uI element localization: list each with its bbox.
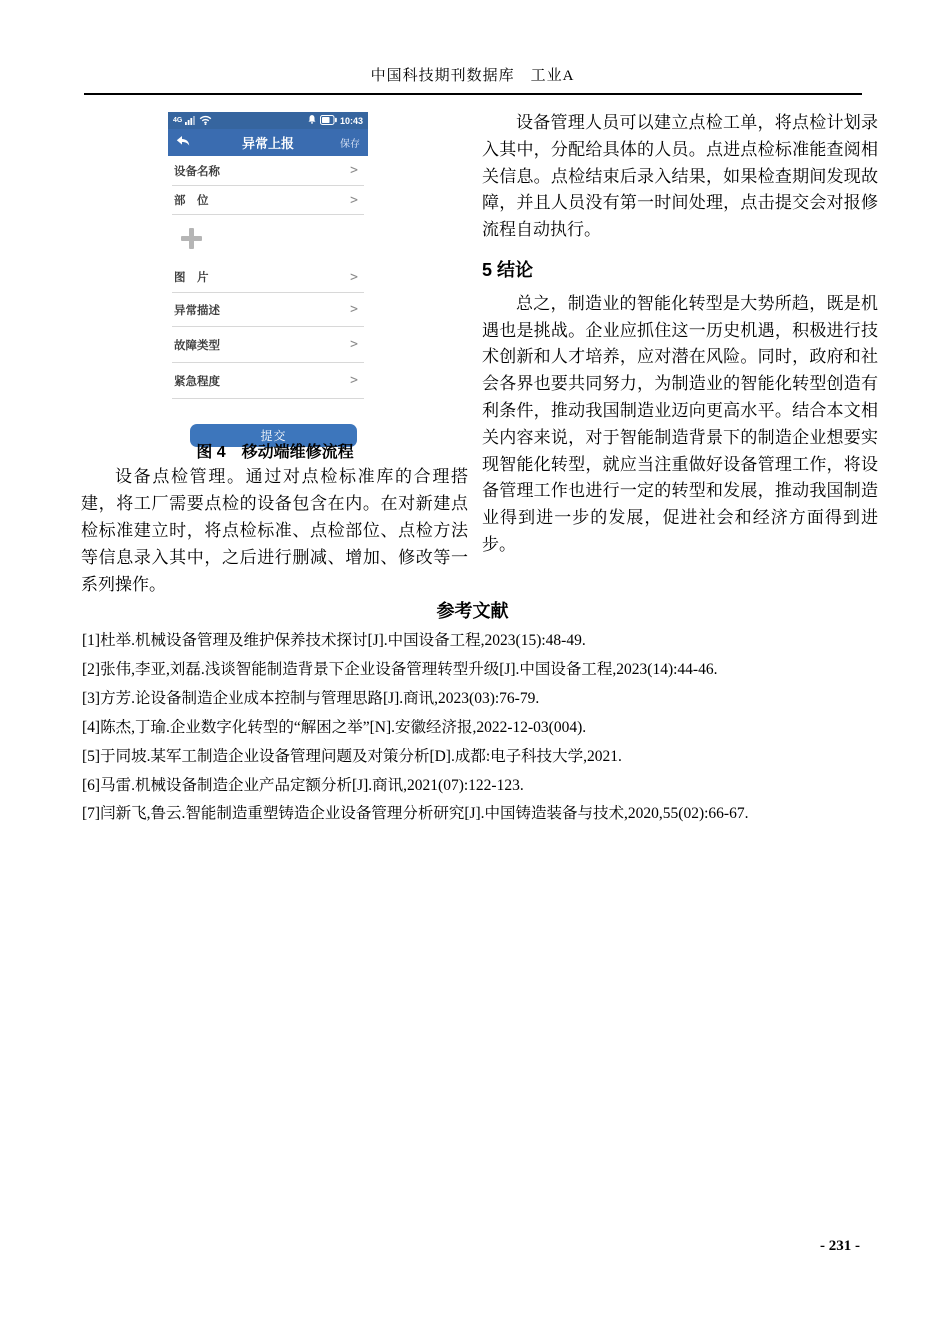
form-row-label: 图 片 xyxy=(174,272,209,284)
form-row-exception-description[interactable] xyxy=(172,293,364,327)
figure-caption: 图 4 移动端维修流程 xyxy=(196,444,354,461)
reference-item: [1]杜举.机械设备管理及维护保养技术探讨[J].中国设备工程,2023(15):48-49. xyxy=(82,632,586,649)
body-paragraph: 总之，制造业的智能化转型是大势所趋，既是机遇也是挑战。企业应抓住这一历史机遇，积极进行技术创新和人才培养，应对潜在风险。同时，政府和社会各界也要共同努力，为制造业的智能化转型创造有利条件，推动我国制造业迈向更高水平。结合本文相关内容来说，对于智能制造背景下的制造企业想要实现智能化转型，就应当注重做好设备管理工作，将设备管理工作也进行一定的转型和发展，推动我国制造业得到进一步的发展，促进社会和经济方面得到进步。 xyxy=(482,293,878,554)
form-row-label: 紧急程度 xyxy=(174,375,220,388)
reference-item: [4]陈杰,丁瑜.企业数字化转型的“解困之举”[N].安徽经济报,2022-12-03(004). xyxy=(82,718,587,736)
references-heading: 参考文献 xyxy=(436,601,509,621)
reference-item: [6]马雷.机械设备制造企业产品定额分析[J].商讯,2021(07):122-123. xyxy=(82,776,524,794)
back-arrow-icon xyxy=(176,134,190,152)
network-type-label: 4G xyxy=(173,117,183,124)
phone-status-bar xyxy=(168,112,368,129)
plus-icon xyxy=(181,228,202,249)
form-row-label: 故障类型 xyxy=(174,339,220,352)
reference-item: [7]闫新飞,鲁云.智能制造重塑铸造企业设备管理分析研究[J].中国铸造装备与技术,2020,55(02):66-67. xyxy=(82,805,749,823)
save-button[interactable]: 保存 xyxy=(340,139,360,150)
body-paragraph: 设备管理人员可以建立点检工单，将点检计划录入其中，分配给具体的人员。点进点检标准能查阅相关信息。点检结束后录入结果，如果检查期间发现故障，并且人员没有第一时间处理，点击提交会对报修流程自动执行。 xyxy=(482,113,878,240)
clock-label: 10:43 xyxy=(339,115,363,126)
battery-icon xyxy=(320,112,337,130)
left-column xyxy=(81,463,468,598)
form-row-label: 异常描述 xyxy=(174,304,220,317)
body-paragraph: 设备点检管理。通过对点检标准库的合理搭建，将工厂需要点检的设备包含在内。在对新建点检标准建立时，将点检标准、点检部位、点检方法等信息录入其中，之后进行删减、增加、修改等一系列操作。 xyxy=(81,467,468,594)
phone-nav-bar xyxy=(168,129,368,156)
wifi-icon xyxy=(199,112,212,130)
references-list xyxy=(82,627,882,829)
chevron-right-icon: > xyxy=(350,373,358,388)
chevron-right-icon: > xyxy=(350,302,358,317)
right-column xyxy=(482,110,878,559)
form-row-picture[interactable] xyxy=(172,262,364,293)
reference-item: [3]方芳.论设备制造企业成本控制与管理思路[J].商讯,2023(03):76-79. xyxy=(82,689,540,707)
header-rule xyxy=(84,93,862,95)
chevron-right-icon: > xyxy=(350,163,358,178)
bell-icon xyxy=(307,112,317,130)
form-row-urgency[interactable] xyxy=(172,363,364,399)
back-button[interactable] xyxy=(176,134,190,152)
form-row-fault-type[interactable] xyxy=(172,327,364,363)
section-heading-conclusion: 5 结论 xyxy=(482,259,534,280)
signal-bars-icon xyxy=(185,112,196,130)
add-image-button[interactable] xyxy=(168,215,368,262)
submit-button[interactable]: 提交 xyxy=(190,424,357,447)
form-row-label: 设备名称 xyxy=(174,165,220,178)
page-title: 异常上报 xyxy=(241,136,294,151)
page-number: - 231 - xyxy=(820,1238,860,1254)
chevron-right-icon: > xyxy=(350,269,358,285)
journal-header: 中国科技期刊数据库 工业A xyxy=(370,68,575,84)
figure-mobile-screenshot xyxy=(168,112,368,443)
form-row-part[interactable] xyxy=(172,186,364,215)
chevron-right-icon: > xyxy=(350,192,358,208)
form-row-device-name[interactable] xyxy=(172,156,364,186)
chevron-right-icon: > xyxy=(350,337,358,352)
form-row-label: 部 位 xyxy=(174,195,209,207)
reference-item: [5]于同坡.某军工制造企业设备管理问题及对策分析[D].成都:电子科技大学,2021. xyxy=(82,747,622,765)
reference-item: [2]张伟,李亚,刘磊.浅谈智能制造背景下企业设备管理转型升级[J].中国设备工程,2023(14):44-46. xyxy=(82,660,718,678)
